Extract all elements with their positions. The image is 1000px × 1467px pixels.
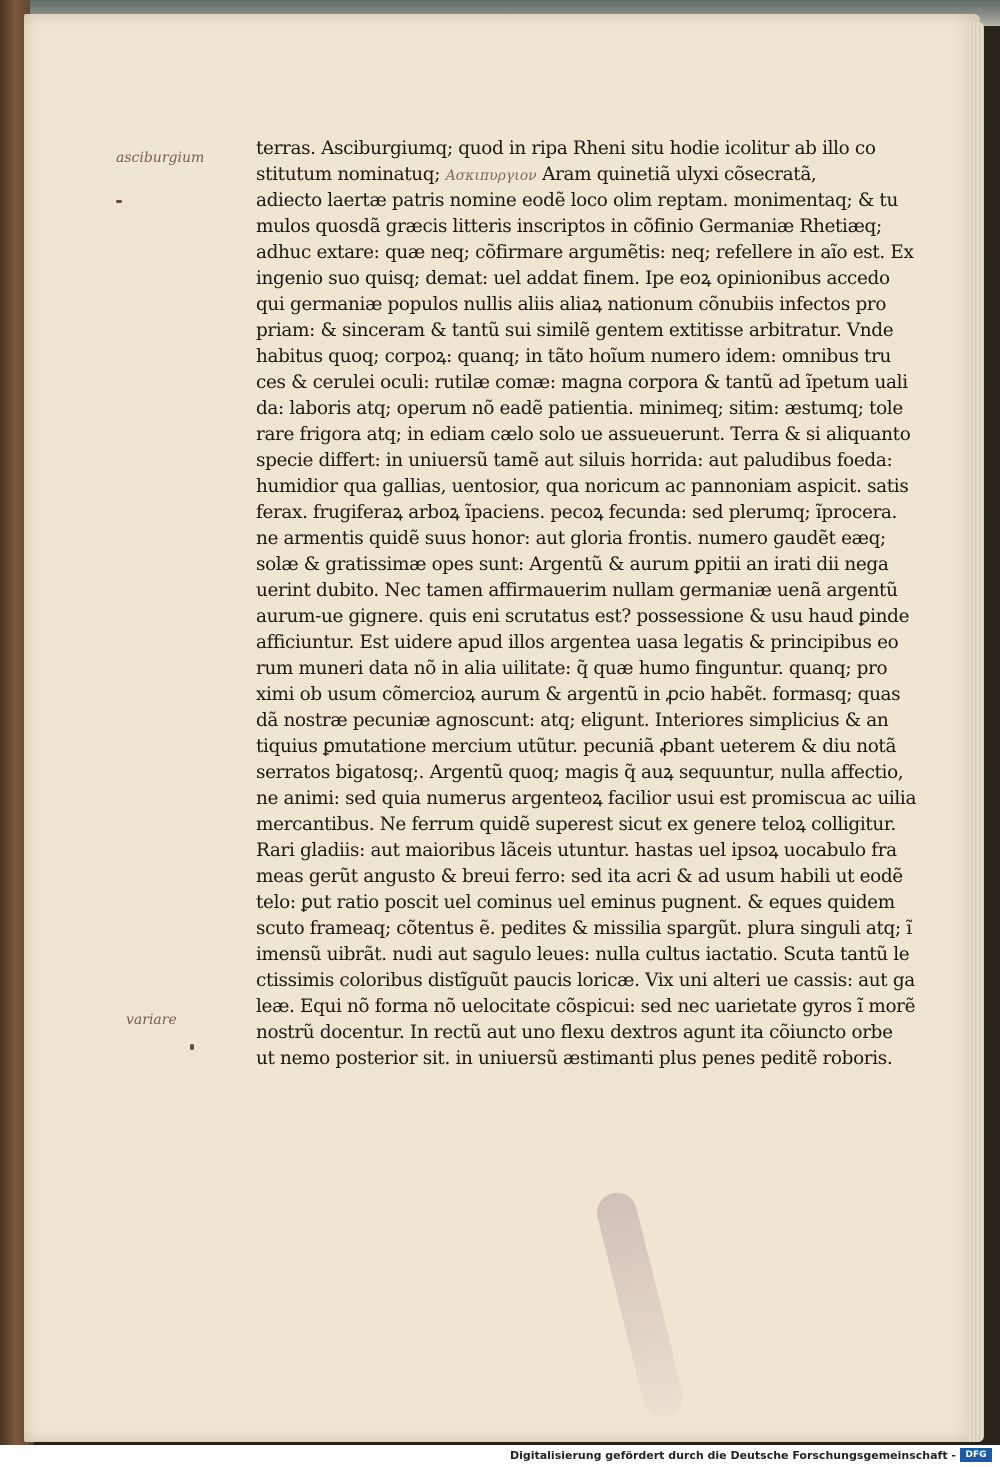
- text-line: ces & cerulei oculi: rutilæ comæ: magna corpora & tantũ ad ĩpetum uali: [256, 372, 908, 393]
- text-line: ctissimis coloribus distĩguũt paucis loricæ. Vix uni alteri ue cassis: aut ga: [256, 970, 915, 991]
- text-line: da: laboris atq; operum nõ eadẽ patientia. minimeq; sitim: æstumq; tole: [256, 398, 903, 419]
- text-line: habitus quoq; corpoꝝ: quanq; in tãto hoĩum numero idem: omnibus tru: [256, 346, 892, 367]
- text-line: nostrũ docentur. In rectũ aut uno flexu dextros agunt ita cõiuncto orbe: [256, 1022, 893, 1043]
- text-line: meas gerũt angusto & breui ferro: sed ita acri & ad usum habili ut eodẽ: [256, 866, 903, 887]
- text-line: serratos bigatosq;. Argentũ quoq; magis q̃ auꝝ sequuntur, nulla affectio,: [256, 762, 904, 783]
- text-line: adiecto laertæ patris nomine eodẽ loco olim reptam. monimentaq; & tu: [256, 190, 898, 211]
- text-segment: Aram quinetiã ulyxi cõsecratã,: [536, 164, 817, 185]
- page-fore-edge: [968, 22, 984, 1442]
- text-line: scuto frameaq; cõtentus ẽ. pedites & missilia spargũt. plura singuli atq; ĩ: [256, 918, 912, 939]
- text-line: telo: ꝑut ratio poscit uel cominus uel eminus pugnent. & eques quidem: [256, 892, 895, 913]
- text-line: aurum-ue gignere. quis eni scrutatus est? possessione & usu haud ꝑinde: [256, 606, 910, 627]
- inline-gloss: Ασκιπυργιον: [445, 168, 537, 184]
- text-line: rare frigora atq; in ediam cælo solo ue assueuerunt. Terra & si aliquanto: [256, 424, 911, 445]
- text-line: humidior qua gallias, uentosior, qua noricum ac pannoniam aspicit. satis: [256, 476, 909, 497]
- main-text-block: [256, 136, 917, 1096]
- funding-credit: Digitalisierung gefördert durch die Deutsche Forschungsgemeinschaft -: [509, 1449, 956, 1462]
- margin-note-lower: variare: [126, 1012, 177, 1028]
- text-line: ne armentis quidẽ suus honor: aut gloria frontis. numero gaudẽt eæq;: [256, 528, 886, 549]
- margin-note-top: asciburgium: [116, 150, 205, 166]
- ink-mark: [116, 200, 122, 203]
- text-line: qui germaniæ populos nullis aliis aliaꝝ nationum cõnubiis infectos pro: [256, 294, 887, 315]
- text-line: mercantibus. Ne ferrum quidẽ superest sicut ex genere teloꝝ colligitur.: [256, 814, 896, 835]
- text-line: rum muneri data nõ in alia uilitate: q̃ quæ humo finguntur. quanq; pro: [256, 658, 888, 679]
- text-line: tiquius ꝑmutatione mercium utũtur. pecuniã ꝓbant ueterem & diu notã: [256, 736, 897, 757]
- dfg-logo: DFG: [960, 1448, 992, 1462]
- text-line: ne animi: sed quia numerus argenteoꝝ facilior usui est promiscua ac uilia: [256, 788, 917, 809]
- text-line: ut nemo posterior sit. in uniuersũ æstimanti plus penes peditẽ roboris.: [256, 1048, 893, 1069]
- text-line: adhuc extare: quæ neq; cõfirmare argumẽtis: neq; refellere in aĩo est. Ex: [256, 242, 914, 263]
- text-line: dã nostræ pecuniæ agnoscunt: atq; eligunt. Interiores simplicius & an: [256, 710, 889, 731]
- text-line: imensũ uibrãt. nudi aut sagulo leues: nulla cultus iactatio. Scuta tantũ le: [256, 944, 910, 965]
- text-line: specie differt: in uniuersũ tamẽ aut siluis horrida: aut paludibus foeda:: [256, 450, 893, 471]
- text-line: [256, 162, 846, 188]
- text-line: afficiuntur. Est uidere apud illos argentea uasa legatis & principibus eo: [256, 632, 899, 653]
- text-line: uerint dubito. Nec tamen affirmauerim nullam germaniæ uenã argentũ: [256, 580, 898, 601]
- text-line: Rari gladiis: aut maioribus lãceis utuntur. hastas uel ipsoꝝ uocabulo fra: [256, 840, 897, 861]
- text-line: solæ & gratissimæ opes sunt: Argentũ & aurum ꝑpitii an irati dii nega: [256, 554, 889, 575]
- text-line: leæ. Equi nõ forma nõ uelocitate cõspicui: sed nec uarietate gyros ĩ morẽ: [256, 996, 916, 1017]
- text-line: terras. Asciburgiumq; quod in ripa Rheni situ hodie icolitur ab illo co: [256, 138, 876, 159]
- text-line: priam: & sinceram & tantũ sui similẽ gentem extitisse arbitratur. Vnde: [256, 320, 894, 341]
- text-line: ferax. frugiferaꝝ arboꝝ ĩpaciens. pecoꝝ fecunda: sed plerumq; ĩprocera.: [256, 502, 898, 523]
- text-line: mulos quosdã græcis litteris inscriptos in cõfinio Germaniæ Rhetiæq;: [256, 216, 882, 237]
- text-line: ingenio suo quisq; demat: uel addat finem. Ipe eoꝝ opinionibus accedo: [256, 268, 890, 289]
- text-line: ximi ob usum cõmercioꝝ aurum & argentũ in ꝓcio habẽt. formasq; quas: [256, 684, 901, 705]
- ink-mark: [190, 1044, 194, 1050]
- text-segment: stitutum nominatuq;: [256, 164, 446, 185]
